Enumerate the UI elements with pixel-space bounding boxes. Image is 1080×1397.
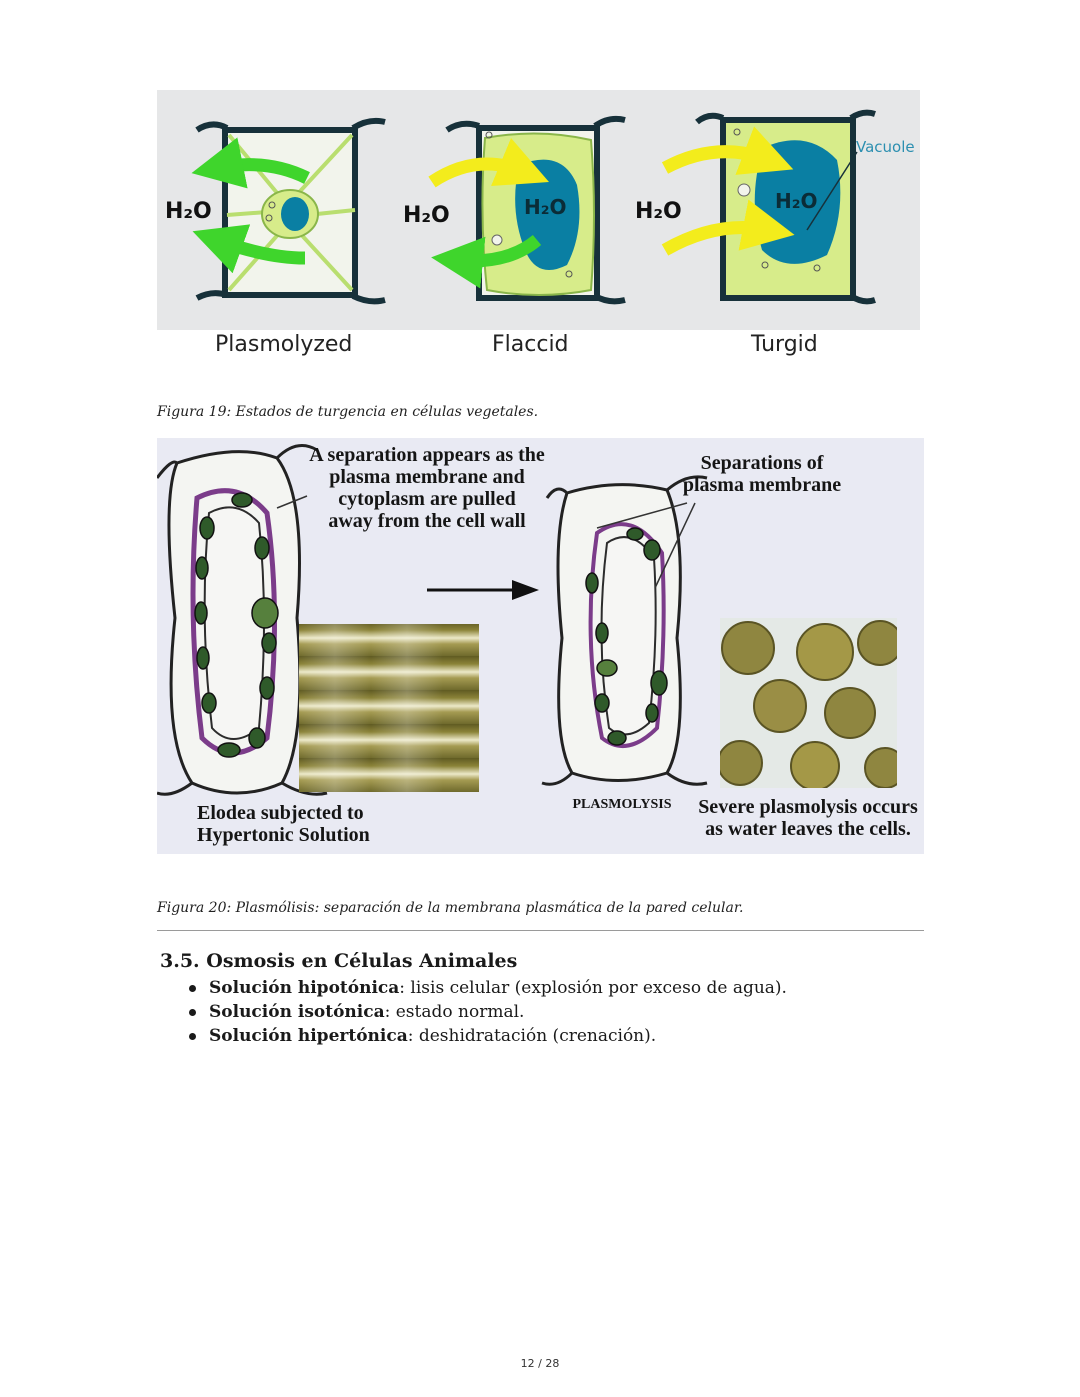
bullet-desc: : deshidratación (crenación).	[407, 1026, 657, 1046]
bullet-term: Solución hipotónica	[209, 978, 400, 998]
list-item	[186, 1024, 787, 1048]
bullet-desc: : estado normal.	[384, 1002, 525, 1022]
vacuole-label: Vacuole	[856, 138, 915, 156]
bullet-term: Solución hipertónica	[209, 1026, 408, 1046]
water-label-flaccid: H₂O	[403, 203, 450, 228]
plasmolyzed-cell	[197, 121, 385, 301]
figure-20-caption: Figura 20: Plasmólisis: separación de la membrana plasmática de la pared celular.	[157, 900, 744, 916]
elodea-micrograph-normal	[299, 624, 479, 792]
state-label-plasmolyzed: Plasmolyzed	[215, 332, 353, 357]
note-elodea	[197, 802, 397, 846]
water-label-plasmolyzed: H₂O	[165, 199, 212, 224]
list-item	[186, 1000, 787, 1024]
note-separations-line-2: plasma membrane	[682, 474, 842, 496]
note-separations	[662, 452, 862, 496]
bullet-desc: : lisis celular (explosión por exceso de agua).	[399, 978, 787, 998]
turgor-diagram	[157, 90, 920, 330]
water-label-turgid-vacuole: H₂O	[775, 189, 818, 213]
elodea-micrograph-plasmolyzed	[720, 618, 897, 788]
page-number: 12 / 28	[520, 1357, 560, 1370]
note-severe-line-2: as water leaves the cells.	[705, 818, 911, 840]
water-label-turgid: H₂O	[635, 199, 682, 224]
section-divider	[157, 930, 924, 931]
state-label-flaccid: Flaccid	[492, 332, 569, 357]
note-severe-line-1: Severe plasmolysis occurs	[698, 796, 918, 818]
note-separation-line-2: plasma membrane and	[329, 466, 525, 488]
turgor-states-illustration	[157, 90, 920, 330]
note-separation	[302, 444, 552, 532]
note-elodea-line-1: Elodea subjected to	[197, 802, 364, 824]
state-label-turgid: Turgid	[751, 332, 818, 357]
list-item	[186, 976, 787, 1000]
plasmolysis-label: PLASMOLYSIS	[572, 797, 672, 812]
note-separation-line-3: cytoplasm are pulled	[338, 488, 516, 510]
bullet-term: Solución isotónica	[209, 1002, 385, 1022]
note-elodea-line-2: Hypertonic Solution	[197, 824, 370, 846]
water-label-flaccid-vacuole: H₂O	[524, 195, 567, 219]
note-separation-line-1: A separation appears as the	[309, 444, 545, 466]
section-title: 3.5. Osmosis en Células Animales	[160, 950, 518, 972]
bullet-list	[186, 976, 787, 1048]
figure-20	[157, 438, 924, 854]
note-separation-line-4: away from the cell wall	[328, 510, 526, 532]
note-separations-line-1: Separations of	[700, 452, 824, 474]
figure-19-caption: Figura 19: Estados de turgencia en células vegetales.	[157, 404, 539, 420]
elodea-cell-after	[542, 477, 707, 784]
figure-19	[157, 90, 920, 370]
turgid-cell	[665, 113, 875, 302]
note-severe	[693, 796, 923, 840]
